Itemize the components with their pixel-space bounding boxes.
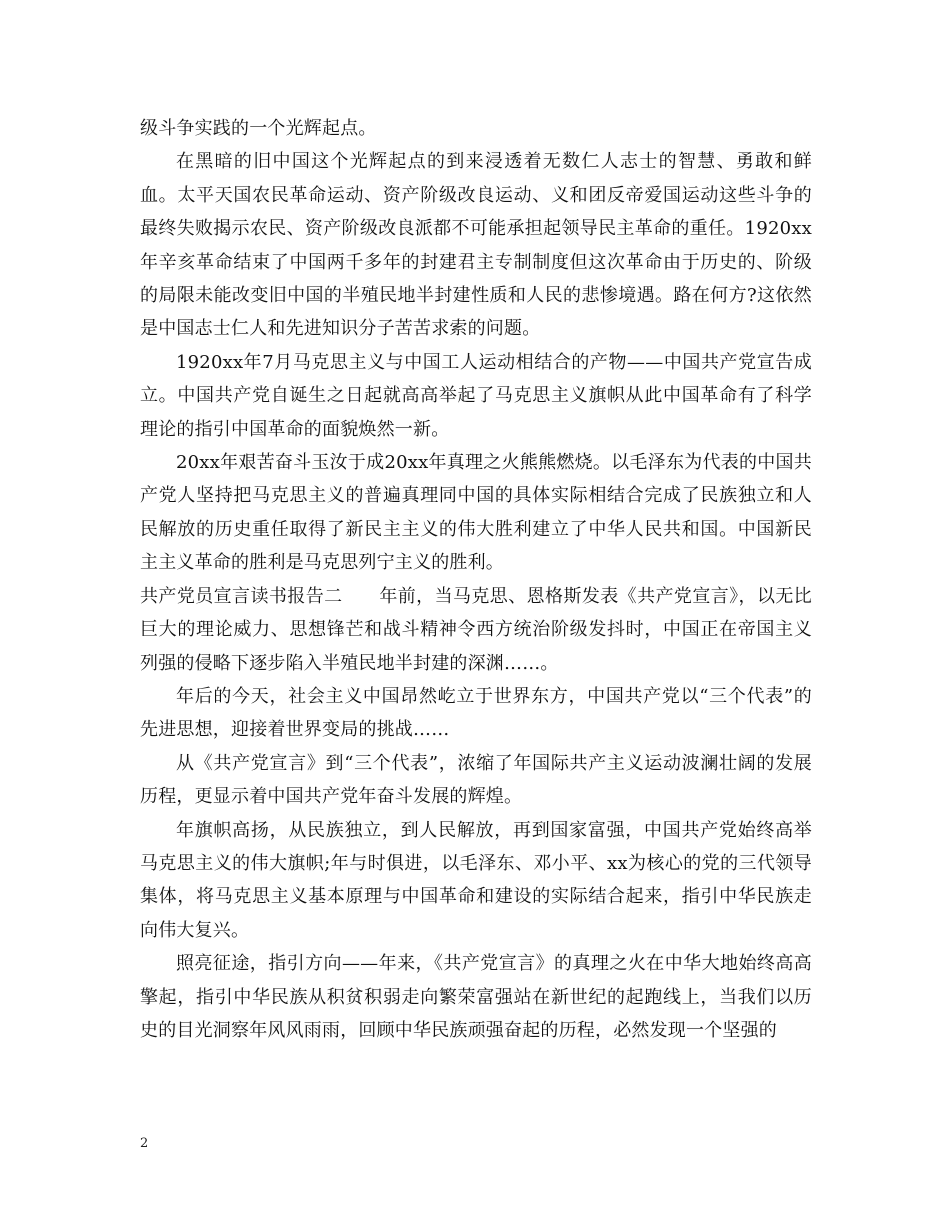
paragraph-7: 从《共产党宣言》到“三个代表”，浓缩了年国际共产主义运动波澜壮阔的发展历程，更显示着中国共产党年奋斗发展的辉煌。 — [140, 752, 812, 808]
paragraph-3: 1920xx年7月马克思主义与中国工人运动相结合的产物——中国共产党宣告成立。中国共产党自诞生之日起就高高举起了马克思主义旗帜从此中国革命有了科学理论的指引中国革命的面貌焕然一新。 — [140, 351, 812, 440]
document-body — [140, 112, 812, 1047]
paragraph-8: 年旗帜高扬，从民族独立，到人民解放，再到国家富强，中国共产党始终高举马克思主义的伟大旗帜;年与时俱进，以毛泽东、邓小平、xx为核心的党的三代领导集体，将马克思主义基本原理与中国革命和建设的实际结合起来，指引中华民族走向伟大复兴。 — [140, 819, 812, 941]
page-number: 2 — [140, 1136, 149, 1151]
paragraph-2: 在黑暗的旧中国这个光辉起点的到来浸透着无数仁人志士的智慧、勇敢和鲜血。太平天国农民革命运动、资产阶级改良运动、义和团反帝爱国运动这些斗争的最终失败揭示农民、资产阶级改良派都不可能承担起领导民主革命的重任。1920xx年辛亥革命结束了中国两千多年的封建君主专制制度但这次革命由于历史的、阶级的局限未能改变旧中国的半殖民地半封建性质和人民的悲惨境遇。路在何方?这依然是中国志士仁人和先进知识分子苦苦求索的问题。 — [140, 151, 812, 340]
paragraph-9: 照亮征途，指引方向——年来，《共产党宣言》的真理之火在中华大地始终高高擎起，指引中华民族从积贫积弱走向繁荣富强站在新世纪的起跑线上，当我们以历史的目光洞察年风风雨雨，回顾中华民族顽强奋起的历程，必然发现一个坚强的 — [140, 953, 812, 1041]
paragraph-6: 年后的今天，社会主义中国昂然屹立于世界东方，中国共产党以“三个代表”的先进思想，迎接着世界变局的挑战…… — [140, 685, 812, 741]
paragraph-1: 级斗争实践的一个光辉起点。 — [140, 118, 377, 139]
paragraph-5: 共产党员宣言读书报告二 年前，当马克思、恩格斯发表《共产党宣言》，以无比巨大的理论威力、思想锋芒和战斗精神令西方统治阶级发抖时，中国正在帝国主义列强的侵略下逐步陷入半殖民地半封建的深渊……。 — [140, 585, 812, 674]
paragraph-4: 20xx年艰苦奋斗玉汝于成20xx年真理之火熊熊燃烧。以毛泽东为代表的中国共产党人坚持把马克思主义的普遍真理同中国的具体实际相结合完成了民族独立和人民解放的历史重任取得了新民主主义的伟大胜利建立了中华人民共和国。中国新民主主义革命的胜利是马克思列宁主义的胜利。 — [140, 452, 812, 574]
